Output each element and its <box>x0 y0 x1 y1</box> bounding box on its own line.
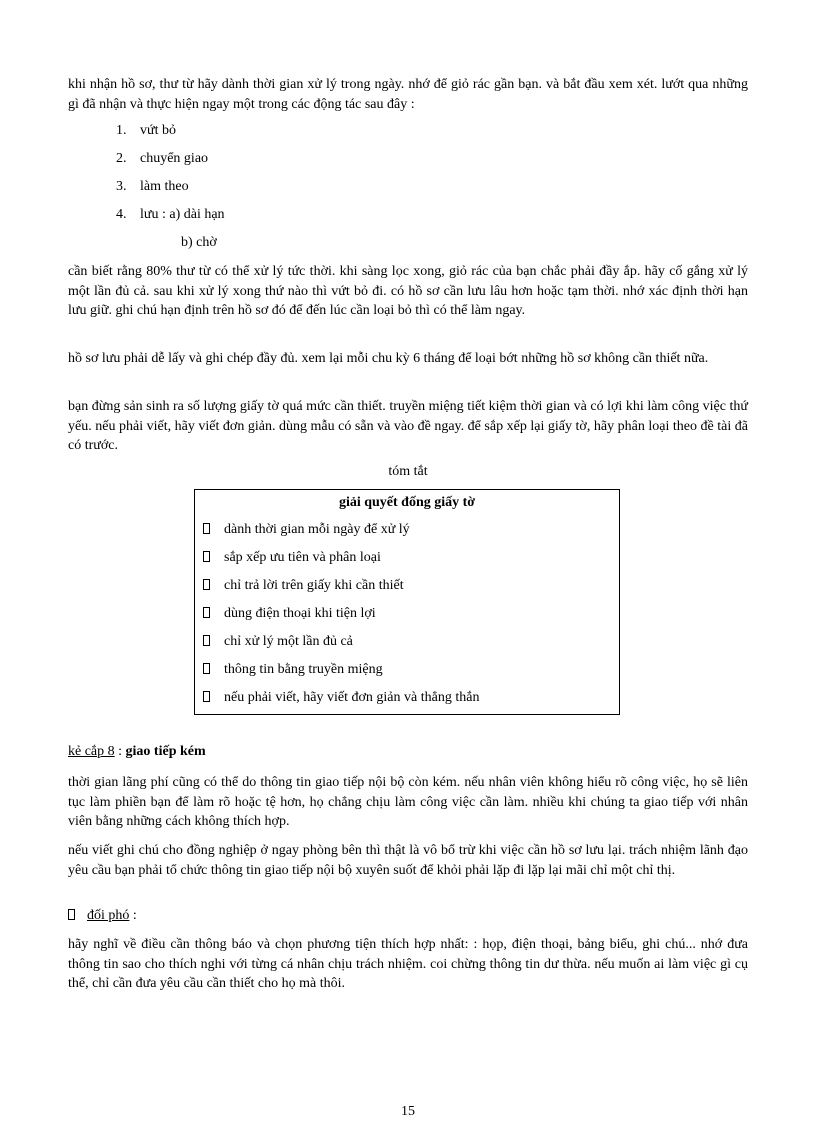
summary-item-text: chỉ xử lý một lần đủ cả <box>224 634 353 649</box>
action-number: 3. <box>116 179 127 194</box>
summary-box-title: giải quyết đống giấy tờ <box>338 495 476 510</box>
summary-box <box>194 489 620 715</box>
summary-item-text: nếu phải viết, hãy viết đơn giản và thẳng thắn <box>224 690 480 705</box>
subsection-label: đối phó <box>87 908 130 923</box>
section-title: giao tiếp kém <box>125 744 206 759</box>
intro-paragraph: khi nhận hồ sơ, thư từ hãy dành thời gian xử lý trong ngày. nhớ để giỏ rác gần bạn. và bắt đầu xem xét. lướt qua những gì đã nhận và thực hiện ngay một trong các động tác sau đây : <box>68 77 748 112</box>
action-sub-item: b) chờ <box>181 235 217 250</box>
paragraph-1: cần biết rằng 80% thư từ có thể xử lý tức thời. khi sàng lọc xong, giỏ rác của bạn chắc phải đầy ắp. hãy cố gắng xử lý một lần đủ cả. sau khi xử lý xong thứ nào thì vứt bỏ đi. có hồ sơ cần lưu lâu hơn hoặc tạm thời. nhớ xác định thời hạn lưu giữ. ghi chú hạn định trên hồ sơ đó để đến lúc cần loại bỏ thì có thể làm ngay. <box>68 264 748 318</box>
summary-item <box>203 661 383 679</box>
checkbox-icon <box>203 551 210 562</box>
summary-item-text: dùng điện thoại khi tiện lợi <box>224 606 376 621</box>
checkbox-icon <box>203 523 210 534</box>
action-item-2 <box>116 149 208 168</box>
section-separator: : <box>114 744 126 759</box>
action-item-1 <box>116 121 176 140</box>
paragraph-6: hãy nghĩ về điều cần thông báo và chọn phương tiện thích hợp nhất: : họp, điện thoại, bảng biểu, ghi chú... nhớ đưa thông tin sao cho thích nghi với từng cá nhân chịu trách nhiệm. coi chừng thông tin dư thừa. nếu muốn ai làm việc gì cụ thể, chỉ cần đưa yêu cầu cần thiết cho họ mà thôi. <box>68 937 748 991</box>
summary-item-text: sắp xếp ưu tiên và phân loại <box>224 550 381 565</box>
summary-label: tóm tắt <box>388 464 428 479</box>
summary-item-text: chỉ trả lời trên giấy khi cần thiết <box>224 578 404 593</box>
checkbox-icon <box>203 607 210 618</box>
action-text: làm theo <box>140 179 189 194</box>
paragraph-5: nếu viết ghi chú cho đồng nghiệp ở ngay phòng bên thì thật là vô bổ trừ khi việc cần hồ sơ lưu lại. trách nhiệm lãnh đạo yêu cầu bạn phải tổ chức thông tin giao tiếp nội bộ xuyên suốt để khỏi phải lặp đi lặp lại mãi chỉ một chỉ thị. <box>68 843 748 878</box>
summary-item <box>203 521 410 539</box>
action-item-4 <box>116 205 225 224</box>
summary-item <box>203 577 404 595</box>
checkbox-icon <box>203 691 210 702</box>
action-text: chuyển giao <box>140 151 209 166</box>
paragraph-2: hồ sơ lưu phải dễ lấy và ghi chép đầy đủ. xem lại mỗi chu kỳ 6 tháng để loại bớt những hồ sơ không cần thiết nữa. <box>68 351 709 366</box>
summary-item <box>203 549 381 567</box>
action-number: 1. <box>116 123 127 138</box>
checkbox-icon <box>203 663 210 674</box>
paragraph-4: thời gian lãng phí cũng có thể do thông tin giao tiếp nội bộ còn kém. nếu nhân viên không hiểu rõ công việc, họ sẽ liên tục làm phiền bạn để làm rõ hoặc tệ hơn, họ chẳng chịu làm công việc cần làm. nhiều khi chúng ta giao tiếp với nhân viên bằng những cách không thích hợp. <box>68 775 748 829</box>
subsection-heading <box>68 908 137 924</box>
page-number: 15 <box>401 1104 415 1119</box>
summary-item <box>203 633 353 651</box>
summary-item-text: thông tin bằng truyền miệng <box>224 662 383 677</box>
checkbox-icon <box>203 635 210 646</box>
checkbox-icon <box>68 909 75 920</box>
subsection-separator: : <box>129 908 137 923</box>
action-text: vứt bỏ <box>140 123 176 138</box>
summary-item-text: dành thời gian mỗi ngày để xử lý <box>224 522 410 537</box>
action-text: lưu : a) dài hạn <box>140 207 225 222</box>
section-label: kẻ cắp 8 <box>68 744 115 759</box>
summary-item <box>203 689 479 707</box>
action-item-3 <box>116 177 189 196</box>
checkbox-icon <box>203 579 210 590</box>
summary-item <box>203 605 376 623</box>
section-heading <box>68 744 206 760</box>
paragraph-3: bạn đừng sản sinh ra số lượng giấy tờ quá mức cần thiết. truyền miệng tiết kiệm thời gian và có lợi khi làm công việc thứ yếu. nếu phải viết, hãy viết đơn giản. dùng mẫu có sẵn và vào đề ngay. để sắp xếp lại giấy tờ, hãy phân loại theo đề tài đã có trước. <box>68 399 748 453</box>
action-number: 4. <box>116 207 127 222</box>
action-number: 2. <box>116 151 127 166</box>
